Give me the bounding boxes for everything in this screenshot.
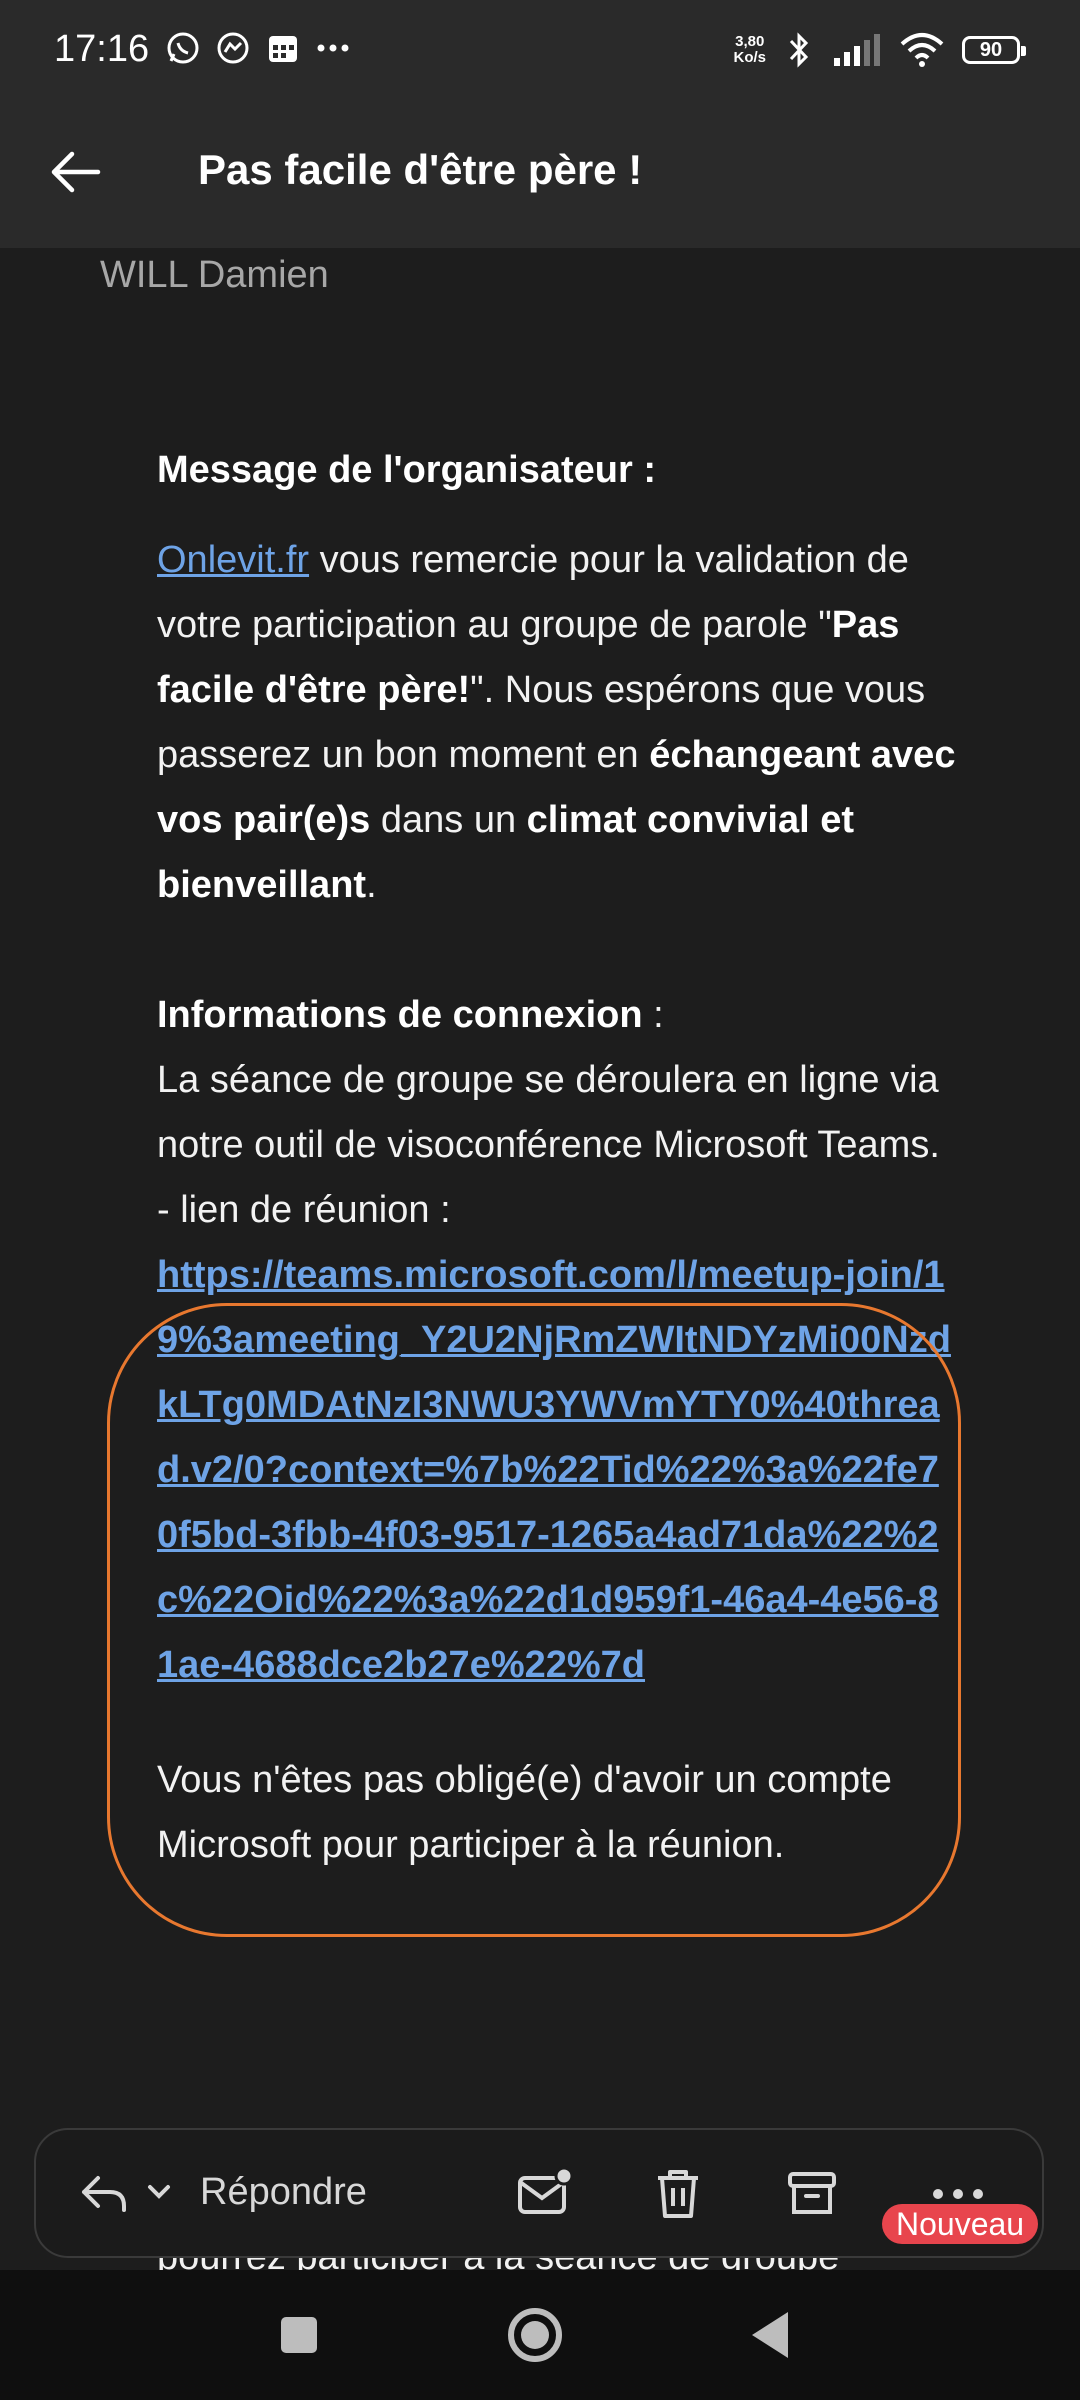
page-title: Pas facile d'être père ! [198, 146, 643, 193]
intro-text-3: dans un [370, 799, 527, 841]
net-speed-value: 3,80 [735, 33, 765, 50]
connection-colon: : [642, 994, 664, 1036]
archive-icon[interactable] [780, 2162, 844, 2226]
emphasis-exchange: échangeant avec vos pair(e)s [157, 734, 956, 841]
meeting-label: - lien de réunion : [157, 1189, 451, 1231]
bluetooth-icon [784, 30, 814, 70]
connection-heading: Informations de connexion [157, 994, 643, 1036]
home-button-icon[interactable] [500, 2300, 570, 2370]
battery-indicator: 90 [962, 36, 1020, 64]
whatsapp-icon [165, 30, 201, 66]
sender-name: WILL Damien [100, 254, 329, 296]
chevron-down-icon[interactable] [142, 2175, 176, 2209]
mark-unread-icon[interactable] [512, 2162, 576, 2226]
reply-icon [76, 2164, 132, 2220]
group-name: Pas facile d'être père! [157, 604, 900, 711]
reply-label: Répondre [200, 2170, 367, 2213]
connection-text: La séance de groupe se déroulera en ligne via notre outil de visoconférence Microsoft Teams. [157, 1059, 940, 1166]
organizer-heading: Message de l'organisateur : [157, 449, 656, 491]
new-badge: Nouveau [882, 2204, 1038, 2244]
net-speed-unit: Ko/s [733, 49, 766, 66]
system-icons [733, 30, 1020, 70]
app-bar [0, 100, 1080, 248]
notification-icons [165, 30, 351, 66]
status-bar [0, 0, 1080, 100]
back-arrow-icon[interactable] [44, 140, 108, 204]
trash-icon[interactable] [646, 2162, 710, 2226]
onlevit-link[interactable]: Onlevit.fr [157, 539, 310, 581]
reply-button[interactable] [76, 2164, 367, 2220]
status-time: 17:16 [54, 28, 150, 70]
signal-icon [832, 32, 882, 68]
system-navigation-bar [0, 2270, 1080, 2400]
calendar-icon [265, 30, 301, 66]
back-button-icon[interactable] [736, 2300, 806, 2370]
email-body[interactable] [0, 248, 1080, 2238]
wifi-icon [900, 32, 944, 68]
link-highlight-annotation [107, 1303, 961, 1937]
teams-meeting-link[interactable]: https://teams.microsoft.com/l/meetup-join/19%3ameeting_Y2U2NjRmZWItNDYzMi00NzdkLTg0MDAtNzI3NWU3YWVmYTY0%40thread.v2/0?context=%7b%22Tid%22%3a%22fe70f5bd-3fbb-4f03-9517-1265a4ad71da%22%2c%22Oid%22%3a%22d1d959f1-46a4-4e56-81ae-4688dce2b27e%22%7d [157, 1254, 951, 1686]
intro-text-1: vous remercie pour la validation de votre participation au groupe de parole " [157, 539, 909, 646]
network-speed [733, 34, 766, 66]
messenger-icon [215, 30, 251, 66]
emphasis-climate: climat convivial et bienveillant [157, 799, 855, 906]
no-account-text: Vous n'êtes pas obligé(e) d'avoir un compte Microsoft pour participer à la réunion. [157, 1759, 892, 1866]
recents-button-icon[interactable] [264, 2300, 334, 2370]
intro-text-2: ". Nous espérons que vous passerez un bon moment en [157, 669, 926, 776]
intro-text-4: . [366, 864, 377, 906]
more-notifications-icon [315, 30, 351, 66]
